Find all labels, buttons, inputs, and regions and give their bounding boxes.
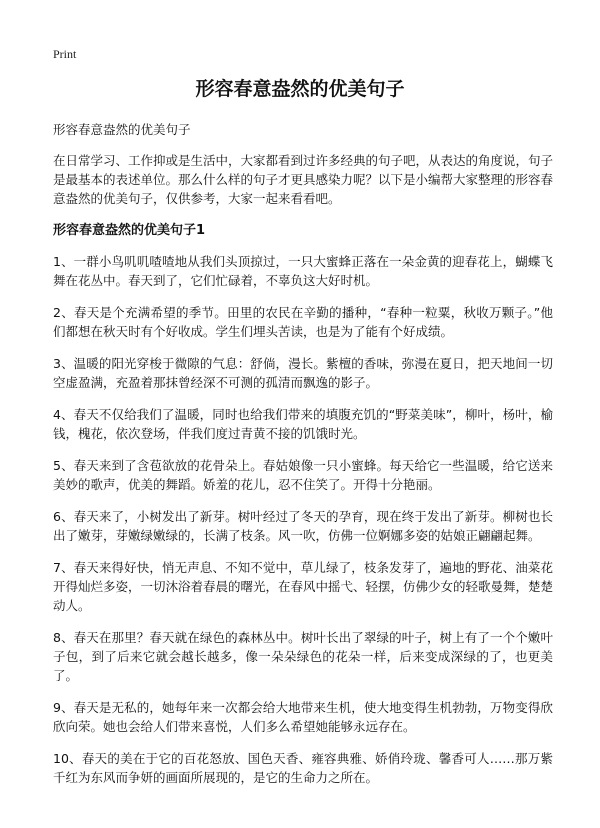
print-link[interactable]: Print [53, 47, 77, 61]
list-item: 10、春天的美在于它的百花怒放、国色天香、雍容典雅、娇俏玲珑、馨香可人……那万紫千红为东风而争妍的画面所展现的，是它的生命力之所在。 [53, 751, 553, 785]
article-body [53, 120, 553, 800]
list-item: 1、一群小鸟叽叽喳喳地从我们头顶掠过，一只大蜜蜂正落在一朵金黄的迎春花上，蝴蝶飞舞在花丛中。春天到了，它们忙碌着，不辜负这大好时机。 [53, 254, 553, 288]
page-title: 形容春意盎然的优美句子 [195, 78, 405, 100]
list-item: 9、春天是无私的，她每年来一次都会给大地带来生机，使大地变得生机勃勃，万物变得欣欣向荣。她也会给人们带来喜悦，人们多么希望她能够永远存在。 [53, 700, 553, 734]
list-item: 7、春天来得好快，悄无声息、不知不觉中，草儿绿了，枝条发芽了，遍地的野花、油菜花开得灿烂多姿，一切沐浴着春晨的曙光，在春风中摇弋、轻摆，仿佛少女的轻歌曼舞，楚楚动人。 [53, 560, 554, 613]
list-item: 8、春天在那里？春天就在绿色的森林丛中。树叶长出了翠绿的叶子，树上有了一个个嫩叶子包，到了后来它就会越长越多，像一朵朵绿色的花朵一样，后来变成深绿的了，也更美了。 [53, 630, 553, 683]
list-item: 5、春天来到了含苞欲放的花骨朵上。春姑娘像一只小蜜蜂。每天给它一些温暖，给它送来美妙的歌声，优美的舞蹈。娇羞的花儿，忍不住笑了。开得十分艳丽。 [53, 458, 553, 492]
article-subtitle: 形容春意盎然的优美句子 [53, 122, 191, 137]
list-item: 3、温暖的阳光穿梭于微隙的气息：舒倘，漫长。紫檀的香味，弥漫在夏日，把天地间一切空虚盈满，充盈着那抹曾经深不可测的孤清而飘逸的影子。 [53, 356, 553, 390]
list-item: 2、春天是个充满希望的季节。田里的农民在辛勤的播种，“春种一粒粟，秋收万颗子。”他们都想在秋天时有个好收成。学生们埋头苦读，也是为了能有个好成绩。 [53, 305, 553, 339]
list-item: 6、春天来了，小树发出了新芽。树叶经过了冬天的孕育，现在终于发出了新芽。柳树也长出了嫩芽，芽嫩绿嫩绿的，长满了枝条。风一吹，仿佛一位婀娜多姿的姑娘正翩翩起舞。 [53, 509, 553, 543]
intro-paragraph: 在日常学习、工作抑或是生活中，大家都看到过许多经典的句子吧，从表达的角度说，句子是最基本的表述单位。那么什么样的句子才更具感染力呢？以下是小编帮大家整理的形容春意盎然的优美句子，仅供参考，大家一起来看看吧。 [53, 153, 554, 206]
list-item: 4、春天不仅给我们了温暖，同时也给我们带来的填腹充饥的“野菜美味”，柳叶，杨叶，榆钱，槐花，依次登场，伴我们度过青黄不接的饥饿时光。 [53, 407, 553, 441]
section-heading: 形容春意盎然的优美句子1 [53, 223, 206, 238]
